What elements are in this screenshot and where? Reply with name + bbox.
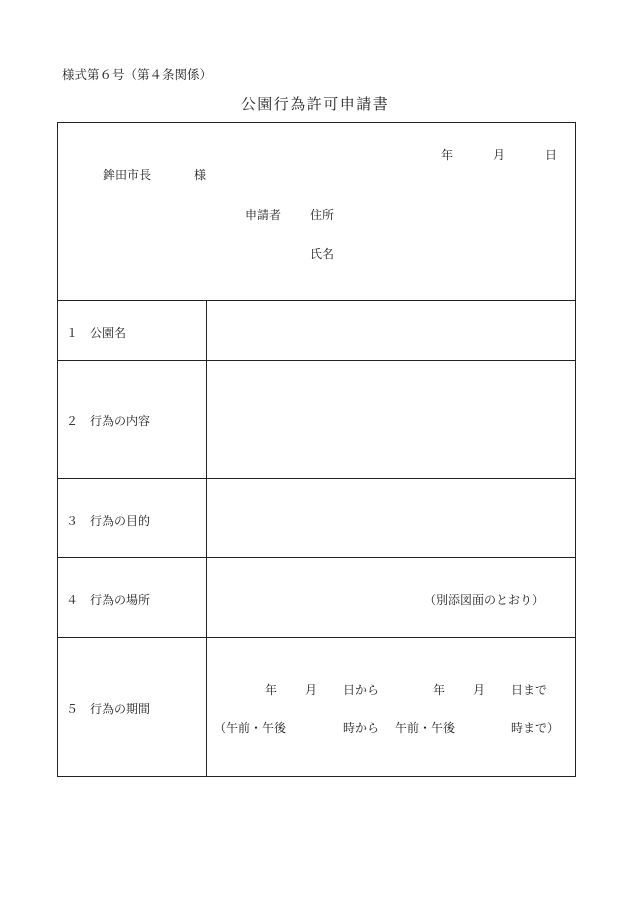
address-label: 住所 xyxy=(310,208,335,222)
period-start-ampm: （午前・午後 xyxy=(214,721,287,735)
period-start-year: 年 xyxy=(265,683,278,697)
row-divider xyxy=(57,478,576,479)
date-year-label: 年 xyxy=(441,148,454,162)
name-label: 氏名 xyxy=(310,247,335,261)
row-divider xyxy=(57,557,576,558)
date-month-label: 月 xyxy=(493,148,506,162)
row-label-park-name: １ 公園名 xyxy=(66,326,127,340)
row-divider xyxy=(57,637,576,638)
period-start-day: 日から xyxy=(343,683,380,697)
row-label-activity-purpose: ３ 行為の目的 xyxy=(66,514,151,528)
period-end-year: 年 xyxy=(433,683,446,697)
row-label-activity-period: ５ 行為の期間 xyxy=(66,702,151,716)
date-day-label: 日 xyxy=(545,148,558,162)
row-label-activity-content: ２ 行為の内容 xyxy=(66,414,151,428)
period-end-month: 月 xyxy=(473,683,486,697)
applicant-label: 申請者 xyxy=(245,208,282,222)
addressee-honorific: 様 xyxy=(194,168,207,182)
addressee: 鉾田市長 xyxy=(103,168,152,182)
form-number-label: 様式第６号（第４条関係） xyxy=(62,67,213,82)
row-divider xyxy=(57,360,576,361)
location-note: （別添図面のとおり） xyxy=(424,593,545,607)
column-divider xyxy=(206,300,207,777)
period-end-time: 時まで） xyxy=(511,721,560,735)
period-end-day: 日まで xyxy=(511,683,548,697)
period-start-time: 時から xyxy=(343,721,380,735)
row-divider xyxy=(57,300,576,301)
period-start-month: 月 xyxy=(305,683,318,697)
row-label-activity-location: ４ 行為の場所 xyxy=(66,593,151,607)
period-end-ampm: 午前・午後 xyxy=(395,721,456,735)
document-title: 公園行為許可申請書 xyxy=(240,95,390,113)
